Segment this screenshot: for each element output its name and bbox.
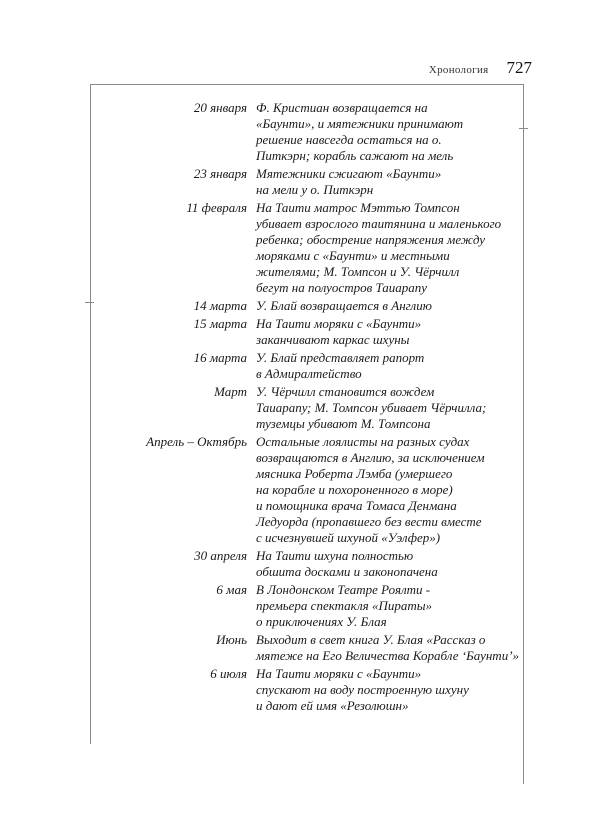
chronology-entry — [140, 100, 520, 164]
entry-event-line: Питкэрн; корабль сажают на мель — [256, 148, 454, 163]
frame-right-line — [523, 84, 524, 784]
chronology-entry — [140, 632, 520, 664]
chronology-entry — [140, 200, 520, 296]
entry-event-line: заканчивают каркас шхуны — [256, 332, 410, 347]
entry-event-line: На Таити моряки с «Баунти» — [256, 316, 422, 331]
frame-right-tick — [519, 128, 528, 129]
entry-event-line: моряками с «Баунти» и местными — [256, 248, 450, 263]
entry-event — [256, 548, 520, 580]
chronology-entry — [140, 316, 520, 348]
entry-event-line: мятеже на Его Величества Корабле ‘Баунти’» — [256, 648, 520, 663]
entry-date: 6 мая — [216, 582, 247, 597]
entry-event-line: и помощника врача Томаса Денмана — [256, 498, 457, 513]
entry-event-line: решение навсегда остаться на о. — [256, 132, 442, 147]
frame-left-line — [90, 84, 91, 744]
chronology-entry — [140, 298, 520, 314]
entry-event-line: Остальные лоялисты на разных судах — [256, 434, 470, 449]
entry-date: Июнь — [216, 632, 247, 647]
entry-event-line: Ф. Кристиан возвращается на — [256, 100, 428, 115]
entry-event-line: премьера спектакля «Пираты» — [256, 598, 433, 613]
entry-event-line: У. Блай возвращается в Англию — [256, 298, 432, 313]
entry-date: 6 июля — [210, 666, 247, 681]
entry-event-line: У. Чёрчилл становится вождем — [256, 384, 435, 399]
running-head — [0, 58, 532, 78]
entry-event-line: В Лондонском Театре Роялти - — [256, 582, 431, 597]
entry-event — [256, 350, 520, 382]
entry-event — [256, 384, 520, 432]
entry-event — [256, 298, 520, 314]
entry-event-line: туземцы убивают М. Томпсона — [256, 416, 431, 431]
entry-event — [256, 434, 520, 546]
chronology-entry — [140, 548, 520, 580]
entry-event-line: У. Блай представляет рапорт — [256, 350, 425, 365]
entry-event-line: с исчезнувшей шхуной «Уэлфер») — [256, 530, 441, 545]
chronology-entry — [140, 384, 520, 432]
frame-top-line — [90, 84, 524, 85]
section-title: Хронология — [428, 64, 489, 76]
entry-event-line: спускают на воду построенную шхуну — [256, 682, 469, 697]
chronology-entry — [140, 350, 520, 382]
entry-event-line: Выходит в свет книга У. Блая «Рассказ о — [256, 632, 486, 647]
entry-event — [256, 316, 520, 348]
chronology-entry — [140, 582, 520, 630]
entry-event-line: жителями; М. Томпсон и У. Чёрчилл — [256, 264, 460, 279]
entry-event-line: о приключениях У. Блая — [256, 614, 387, 629]
chronology-list — [140, 100, 520, 716]
entry-event — [256, 166, 520, 198]
entry-date: 30 апреля — [194, 548, 247, 563]
chronology-entry — [140, 434, 520, 546]
entry-date: 23 января — [193, 166, 247, 181]
entry-event-line: возвращаются в Англию, за исключением — [256, 450, 485, 465]
entry-event-line: «Баунти», и мятежники принимают — [256, 116, 464, 131]
entry-event-line: на корабле и похороненного в море) — [256, 482, 453, 497]
entry-event-line: Мятежники сжигают «Баунти» — [256, 166, 442, 181]
entry-date: Апрель – Октябрь — [146, 434, 247, 449]
entry-event-line: бегут на полуостров Таиарапу — [256, 280, 428, 295]
entry-event-line: мясника Роберта Лэмба (умершего — [256, 466, 453, 481]
entry-event-line: и дают ей имя «Резолюшн» — [256, 698, 409, 713]
entry-event-line: Ледуорда (пропавшего без вести вместе — [256, 514, 482, 529]
entry-date: 16 марта — [193, 350, 247, 365]
entry-event — [256, 632, 520, 664]
entry-event — [256, 100, 520, 164]
entry-event — [256, 666, 520, 714]
entry-event-line: в Адмиралтейство — [256, 366, 362, 381]
entry-event-line: На Таити шхуна полностью — [256, 548, 414, 563]
entry-event-line: ребенка; обострение напряжения между — [256, 232, 486, 247]
entry-date: 14 марта — [193, 298, 247, 313]
entry-date: 20 января — [193, 100, 247, 115]
entry-date: 15 марта — [193, 316, 247, 331]
entry-event-line: На Таити матрос Мэттью Томпсон — [256, 200, 460, 215]
entry-event-line: убивает взрослого таитянина и маленького — [256, 216, 502, 231]
entry-event-line: На Таити моряки с «Баунти» — [256, 666, 422, 681]
entry-event — [256, 200, 520, 296]
chronology-entry — [140, 666, 520, 714]
entry-event-line: Таиарапу; М. Томпсон убивает Чёрчилла; — [256, 400, 487, 415]
entry-event-line: на мели у о. Питкэрн — [256, 182, 374, 197]
entry-date: 11 февраля — [186, 200, 247, 215]
entry-event — [256, 582, 520, 630]
entry-event-line: обшита досками и законопачена — [256, 564, 438, 579]
entry-date: Март — [214, 384, 247, 399]
chronology-entry — [140, 166, 520, 198]
frame-left-tick — [85, 302, 94, 303]
page-number: 727 — [506, 58, 532, 77]
